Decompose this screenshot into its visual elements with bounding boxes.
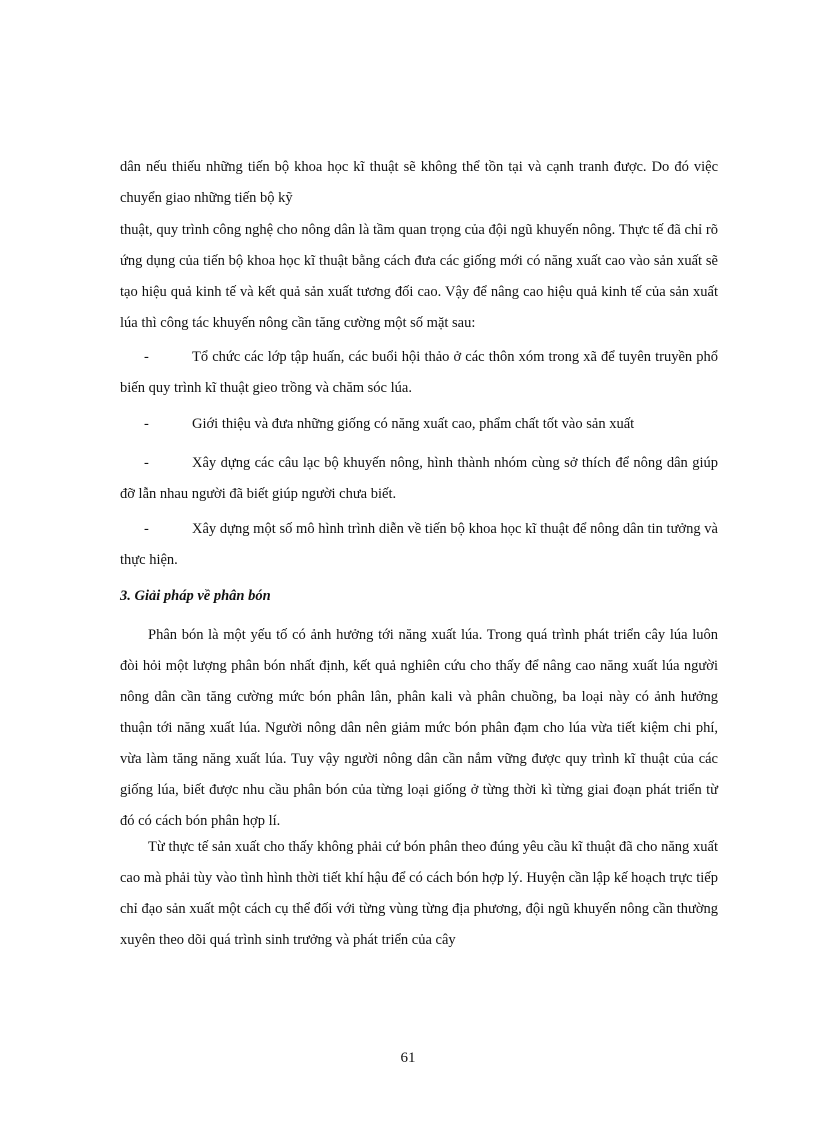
bullet-item-3	[120, 448, 718, 510]
bullet-text: Xây dựng các câu lạc bộ khuyến nông, hình thành nhóm cùng sở thích để nông dân giúp đỡ lẫn nhau người đã biết giúp người chưa biết.	[120, 455, 718, 502]
bullet-text: Xây dựng một số mô hình trình diễn về tiến bộ khoa học kĩ thuật để nông dân tin tưởng và thực hiện.	[120, 521, 718, 568]
bullet-dash: -	[144, 349, 149, 365]
paragraph-2: thuật, quy trình công nghệ cho nông dân là tầm quan trọng của đội ngũ khuyến nông. Thực tế đã chỉ rõ ứng dụng của tiến bộ khoa học kĩ thuật bằng cách đưa các giống mới có năng xuất cao vào sản xuất sẽ tạo hiệu quả kinh tế và kết quả sản xuất tương đối cao. Vậy để nâng cao hiệu quả kinh tế của sản xuất lúa thì công tác khuyến nông cần tăng cường một số mặt sau:	[120, 222, 718, 331]
bullet-dash: -	[144, 521, 149, 537]
bullet-item-1	[120, 342, 718, 404]
bullet-item-2	[120, 409, 718, 440]
section-heading: 3. Giải pháp về phân bón	[120, 588, 271, 604]
page-number: 61	[400, 1050, 416, 1066]
paragraph-3: Phân bón là một yếu tố có ảnh hưởng tới năng xuất lúa. Trong quá trình phát triển cây lúa luôn đòi hỏi một lượng phân bón nhất định, kết quả nghiên cứu cho thấy để nâng cao năng xuất lúa người nông dân cần tăng cường mức bón phân lân, phân kali và phân chuồng, ba loại này có ảnh hưởng thuận tới năng xuất lúa. Người nông dân nên giảm mức bón phân đạm cho lúa vừa tiết kiệm chi phí, vừa làm tăng năng xuất lúa. Tuy vậy người nông dân cần nắm vững được quy trình kĩ thuật của các giống lúa, biết được nhu cầu phân bón của từng loại giống ở từng thời kì từng giai đoạn phát triển từ đó có cách bón phân hợp lí.	[120, 627, 718, 829]
bullet-text: Tổ chức các lớp tập huấn, các buổi hội thảo ở các thôn xóm trong xã để tuyên truyền phổ biến quy trình kĩ thuật gieo trồng và chăm sóc lúa.	[120, 349, 718, 396]
paragraph-4: Từ thực tế sản xuất cho thấy không phải cứ bón phân theo đúng yêu cầu kĩ thuật đã cho năng xuất cao mà phải tùy vào tình hình thời tiết khí hậu để có cách bón hợp lý. Huyện cần lập kế hoạch trực tiếp chỉ đạo sản xuất một cách cụ thể đối với từng vùng từng địa phương, đội ngũ khuyến nông cần thường xuyên theo dõi quá trình sinh trưởng và phát triển của cây	[120, 839, 718, 948]
bullet-dash: -	[144, 455, 149, 471]
bullet-dash: -	[144, 416, 149, 432]
bullet-item-4	[120, 514, 718, 576]
bullet-text: Giới thiệu và đưa những giống có năng xuất cao, phẩm chất tốt vào sản xuất	[192, 416, 635, 432]
paragraph-1: dân nếu thiếu những tiến bộ khoa học kĩ thuật sẽ không thể tồn tại và cạnh tranh được. Do đó việc chuyển giao những tiến bộ kỹ	[120, 159, 718, 206]
